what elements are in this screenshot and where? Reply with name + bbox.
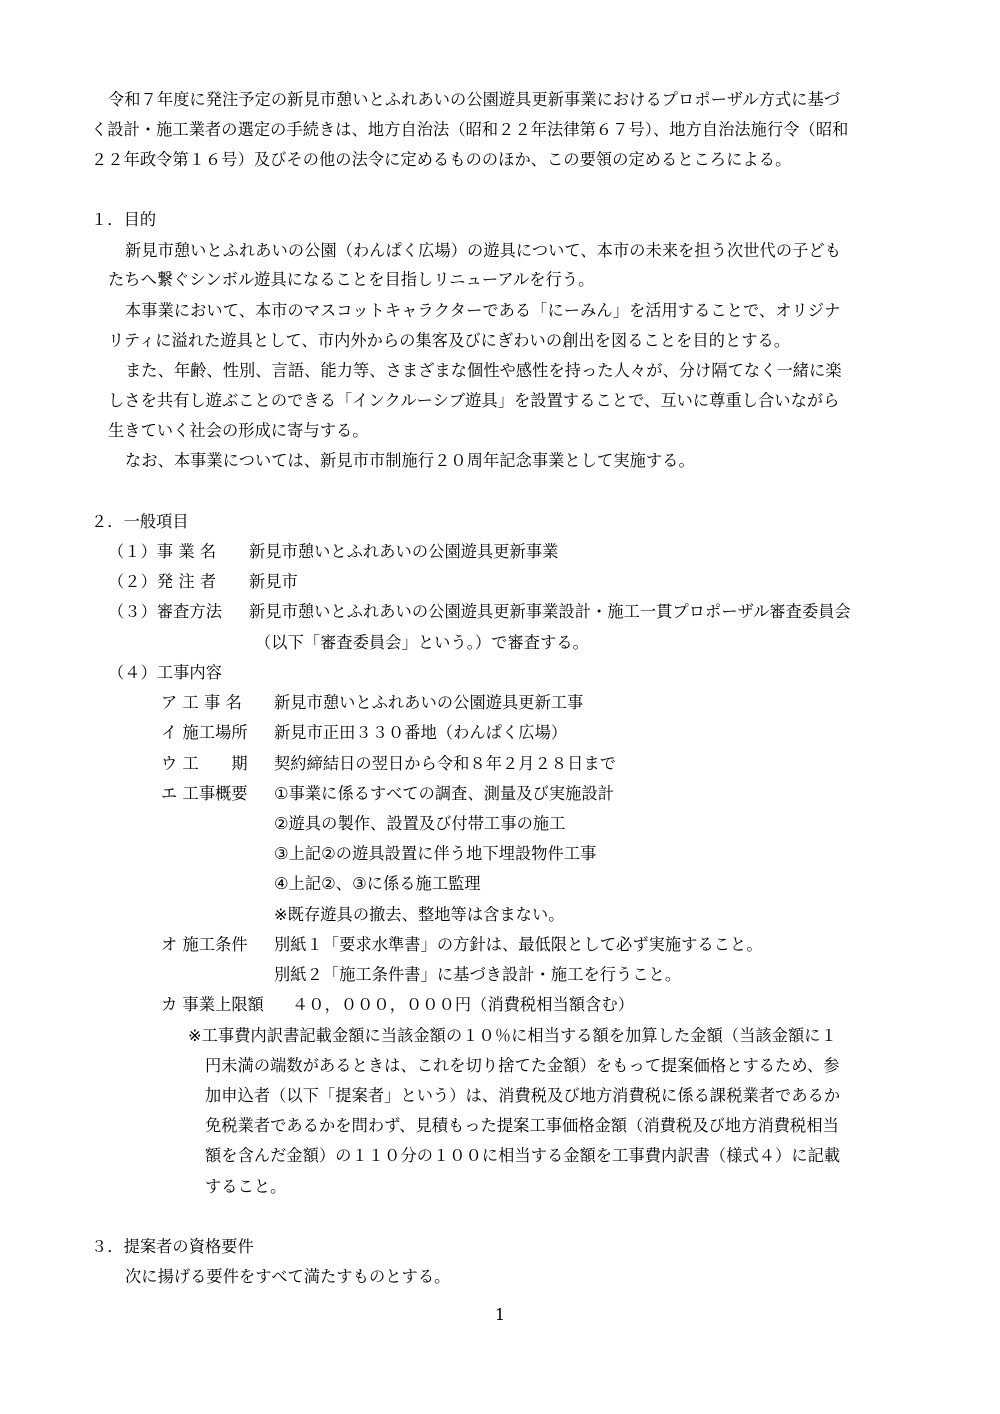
subitem-value: 別紙１「要求水準書」の方針は、最低限として必ず実施すること。 — [274, 935, 763, 954]
paragraph-line: 生きていく社会の形成に寄与する。 — [108, 421, 369, 440]
item-value: 新見市憩いとふれあいの公園遊具更新事業 — [249, 542, 559, 561]
intro-line: ２２年政令第１６号）及びその他の法令に定めるもののほか、この要領の定めるところによる。 — [91, 150, 792, 169]
subitem-label: イ 施工場所 — [161, 723, 248, 742]
subitem-value: ④上記②、③に係る施工監理 — [274, 874, 481, 893]
paragraph-line: たちへ繋ぐシンボル遊具になることを目指しリニューアルを行う。 — [108, 270, 595, 289]
page-number: 1 — [494, 1305, 506, 1324]
note-line: 円未満の端数があるときは、これを切り捨てた金額）をもって提案価格とするため、参 — [205, 1056, 840, 1075]
paragraph-line: 本事業において、本市のマスコットキャラクターである「にーみん」を活用することで、オリジナ — [125, 301, 841, 320]
item-value-continued: （以下「審査委員会」という。）で審査する。 — [255, 633, 589, 652]
intro-line: く設計・施工業者の選定の手続きは、地方自治法（昭和２２年法律第６７号）、地方自治法施行令（昭和 — [91, 120, 849, 139]
paragraph-line: しさを共有し遊ぶことのできる「インクルーシブ遊具」を設置することで、互いに尊重し合いながら — [108, 391, 840, 410]
item-value: 新見市憩いとふれあいの公園遊具更新事業設計・施工一貫プロポーザル審査委員会 — [249, 602, 851, 621]
section-heading: ３．提案者の資格要件 — [91, 1237, 254, 1256]
subitem-label: ア 工 事 名 — [161, 693, 242, 712]
item-label: （４）工事内容 — [108, 663, 223, 682]
item-label: （３）審査方法 — [108, 602, 223, 621]
subitem-value: 新見市正田３３０番地（わんぱく広場） — [274, 723, 568, 742]
paragraph-line: 新見市憩いとふれあいの公園（わんぱく広場）の遊具について、本市の未来を担う次世代の子ども — [125, 241, 841, 260]
paragraph-line: 次に揚げる要件をすべて満たすものとする。 — [125, 1267, 451, 1286]
subitem-value: ③上記②の遊具設置に伴う地下埋設物件工事 — [274, 844, 597, 863]
subitem-label: ウ 工 期 — [161, 754, 248, 773]
paragraph-line: リティに溢れた遊具として、市内外からの集客及びにぎわいの創出を図ることを目的とする。 — [108, 331, 791, 350]
note-line: 免税業者であるかを問わず、見積もった提案工事価格金額（消費税及び地方消費税相当 — [205, 1116, 839, 1135]
subitem-value: ②遊具の製作、設置及び付帯工事の施工 — [274, 814, 566, 833]
item-label: （１）事 業 名 — [108, 542, 217, 561]
note-line: すること。 — [205, 1177, 287, 1196]
subitem-value: 契約締結日の翌日から令和８年２月２８日まで — [274, 754, 617, 773]
paragraph-line: また、年齢、性別、言語、能力等、さまざまな個性や感性を持った人々が、分け隔てなく一緒に楽 — [125, 361, 842, 380]
note-line: ※工事費内訳書記載金額に当該金額の１０％に相当する額を加算した金額（当該金額に１ — [188, 1026, 837, 1045]
intro-line: 令和７年度に発注予定の新見市憩いとふれあいの公園遊具更新事業におけるプロポーザル方式に基づ — [108, 90, 841, 109]
paragraph-line: なお、本事業については、新見市市制施行２０周年記念事業として実施する。 — [125, 451, 695, 470]
item-value: 新見市 — [249, 572, 298, 591]
subitem-label: オ 施工条件 — [161, 935, 248, 954]
subitem-value: ４０，０００，０００円（消費税相当額含む） — [292, 995, 635, 1014]
subitem-value: ①事業に係るすべての調査、測量及び実施設計 — [274, 784, 615, 803]
subitem-value: ※既存遊具の撤去、整地等は含まない。 — [274, 905, 565, 924]
section-heading: ２．一般項目 — [91, 512, 189, 531]
section-heading: １．目的 — [91, 210, 157, 229]
note-line: 加申込者（以下「提案者」という）は、消費税及び地方消費税に係る課税業者であるか — [205, 1086, 841, 1105]
note-line: 額を含んだ金額）の１１０分の１００に相当する金額を工事費内訳書（様式４）に記載 — [205, 1146, 841, 1165]
subitem-label: カ 事業上限額 — [161, 995, 264, 1014]
item-label: （２）発 注 者 — [108, 572, 217, 591]
subitem-label: エ 工事概要 — [161, 784, 248, 803]
subitem-value: 別紙２「施工条件書」に基づき設計・施工を行うこと。 — [274, 965, 682, 984]
subitem-value: 新見市憩いとふれあいの公園遊具更新工事 — [274, 693, 584, 712]
